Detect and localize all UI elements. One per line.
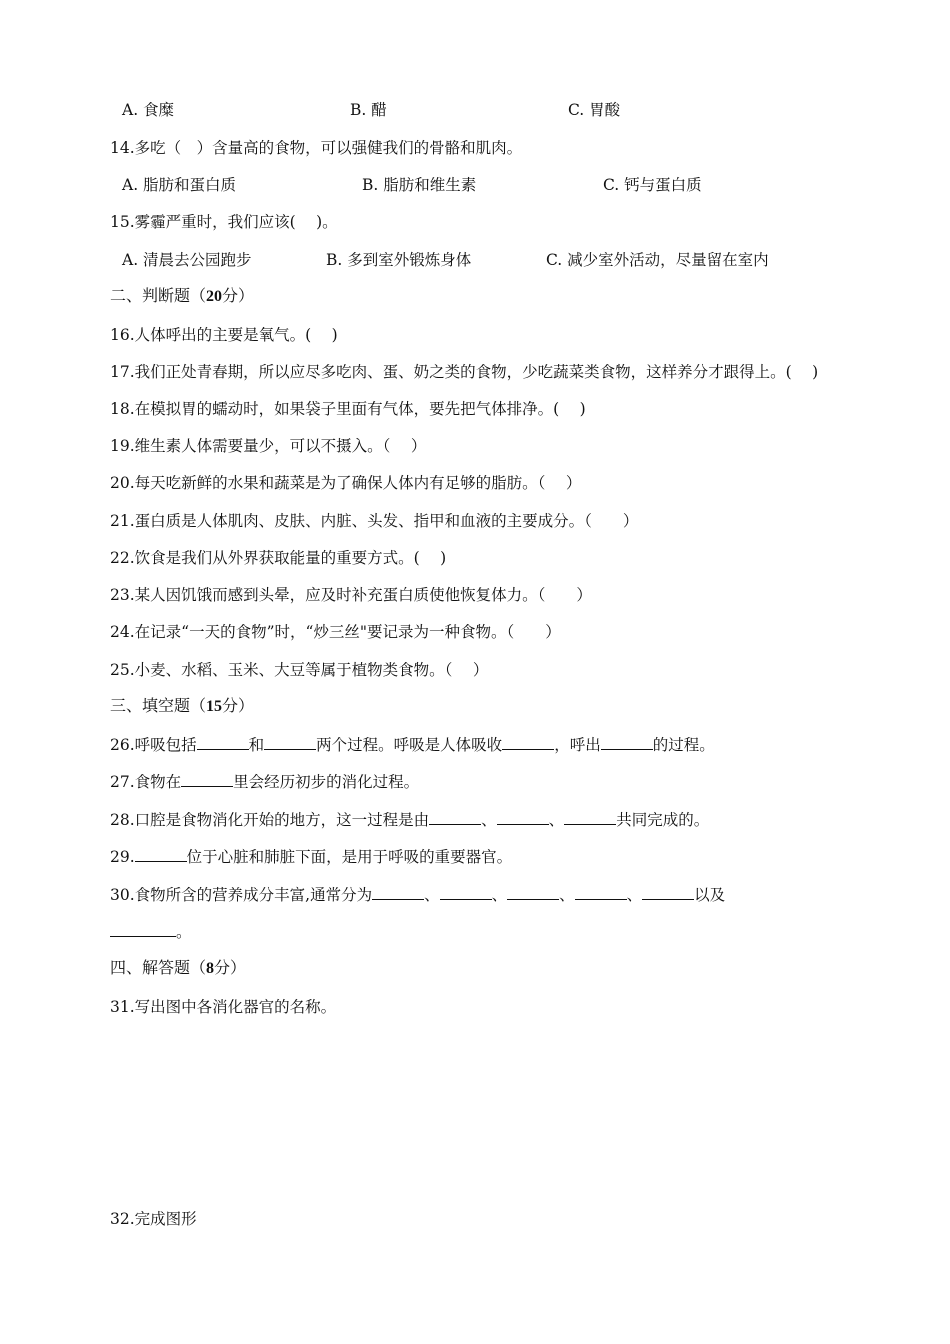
- answer-blank[interactable]: [135, 847, 187, 862]
- section-2-suffix: 分）: [222, 286, 255, 305]
- q13-option-a: A. 食糜: [122, 101, 175, 119]
- fill-26-text-5: 的过程。: [652, 736, 715, 754]
- fill-28-text-3: 、: [548, 811, 565, 829]
- fill-item-26: [110, 735, 715, 755]
- fill-26-text-1: 26.呼吸包括: [110, 736, 197, 754]
- answer-blank[interactable]: [507, 885, 559, 900]
- fill-28-text-2: 、: [481, 811, 497, 829]
- judge-item-17: 17.我们正处青春期，所以应尽多吃肉、蛋、奶之类的食物，少吃蔬菜类食物，这样养分才跟得上。( ): [110, 363, 819, 381]
- section-4-prefix: 四、解答题（: [110, 958, 207, 977]
- q15-option-c: C. 减少室外活动，尽量留在室内: [546, 251, 769, 269]
- fill-30-text-3: 、: [491, 886, 508, 904]
- answer-blank[interactable]: [497, 810, 549, 825]
- answer-blank[interactable]: [502, 735, 554, 750]
- section-4-score: 8: [206, 960, 215, 977]
- q14-text: 14.多吃（ ）含量高的食物，可以强健我们的骨骼和肌肉。: [110, 139, 523, 157]
- answer-blank[interactable]: [440, 885, 492, 900]
- q14-option-c: C. 钙与蛋白质: [603, 176, 702, 194]
- judge-item-20: 20.每天吃新鲜的水果和蔬菜是为了确保人体内有足够的脂肪。（ ）: [110, 474, 582, 492]
- judge-item-25: 25.小麦、水稻、玉米、大豆等属于植物类食物。（ ）: [110, 661, 489, 679]
- fill-30-text-1: 30.食物所含的营养成分丰富,通常分为: [110, 886, 373, 904]
- section-3-heading: [110, 696, 254, 717]
- q15-text: 15.雾霾严重时，我们应该( )。: [110, 213, 338, 231]
- fill-29-text-1: 29.: [110, 848, 135, 866]
- fill-28-text-4: 共同完成的。: [616, 811, 710, 829]
- fill-item-29: [110, 847, 512, 867]
- fill-29-text-2: 位于心脏和肺脏下面，是用于呼吸的重要器官。: [186, 848, 513, 866]
- section-3-score: 15: [206, 698, 223, 715]
- fill-27-text-1: 27.食物在: [110, 773, 182, 791]
- judge-item-19: 19.维生素人体需要量少，可以不摄入。（ ）: [110, 437, 427, 455]
- q15-option-a: A. 清晨去公园跑步: [122, 251, 252, 269]
- fill-27-text-2: 里会经历初步的消化过程。: [233, 773, 420, 791]
- fill-30-text-2: 、: [424, 886, 440, 904]
- section-2-heading: [110, 286, 254, 307]
- answer-blank[interactable]: [564, 810, 616, 825]
- fill-30-end: 。: [176, 923, 192, 941]
- section-2-score: 20: [206, 288, 223, 305]
- section-3-suffix: 分）: [222, 696, 255, 715]
- section-4-heading: [110, 958, 246, 979]
- judge-item-24: 24.在记录“一天的食物”时，“炒三丝"要记录为一种食物。（ ）: [110, 623, 561, 641]
- judge-item-18: 18.在模拟胃的蠕动时，如果袋子里面有气体，要先把气体排净。( ): [110, 400, 586, 418]
- fill-30-text-4: 、: [559, 886, 575, 904]
- fill-item-28: [110, 810, 709, 830]
- question-32: 32.完成图形: [110, 1210, 197, 1228]
- judge-item-23: 23.某人因饥饿而感到头晕，应及时补充蛋白质使他恢复体力。（ ）: [110, 586, 592, 604]
- fill-26-text-4: ，呼出: [554, 736, 601, 754]
- fill-26-text-2: 和: [248, 736, 265, 754]
- answer-blank[interactable]: [429, 810, 481, 825]
- judge-item-22: 22.饮食是我们从外界获取能量的重要方式。( ): [110, 549, 447, 567]
- q14-option-b: B. 脂肪和维生素: [362, 176, 477, 194]
- q13-option-c: C. 胃酸: [568, 101, 621, 119]
- answer-blank[interactable]: [372, 885, 424, 900]
- fill-26-text-3: 两个过程。呼吸是人体吸收: [316, 736, 503, 754]
- q13-option-b: B. 醋: [350, 101, 387, 119]
- fill-item-30: [110, 885, 725, 905]
- answer-blank[interactable]: [264, 735, 316, 750]
- fill-30-text-6: 以及: [694, 886, 726, 904]
- answer-blank[interactable]: [197, 735, 249, 750]
- fill-item-27: [110, 772, 419, 792]
- section-3-prefix: 三、填空题（: [110, 696, 207, 715]
- judge-item-21: 21.蛋白质是人体肌肉、皮肤、内脏、头发、指甲和血液的主要成分。（ ）: [110, 512, 639, 530]
- q15-option-b: B. 多到室外锻炼身体: [326, 251, 472, 269]
- section-2-prefix: 二、判断题（: [110, 286, 207, 305]
- answer-blank[interactable]: [110, 922, 176, 937]
- section-4-suffix: 分）: [214, 958, 247, 977]
- fill-30-text-5: 、: [626, 886, 643, 904]
- fill-28-text-1: 28.口腔是食物消化开始的地方，这一过程是由: [110, 811, 430, 829]
- answer-blank[interactable]: [601, 735, 653, 750]
- answer-blank[interactable]: [575, 885, 627, 900]
- fill-item-30-continued: [110, 922, 192, 942]
- answer-blank[interactable]: [181, 772, 233, 787]
- answer-blank[interactable]: [642, 885, 694, 900]
- q14-option-a: A. 脂肪和蛋白质: [122, 176, 237, 194]
- judge-item-16: 16.人体呼出的主要是氧气。( ): [110, 326, 338, 344]
- question-31: 31.写出图中各消化器官的名称。: [110, 998, 337, 1016]
